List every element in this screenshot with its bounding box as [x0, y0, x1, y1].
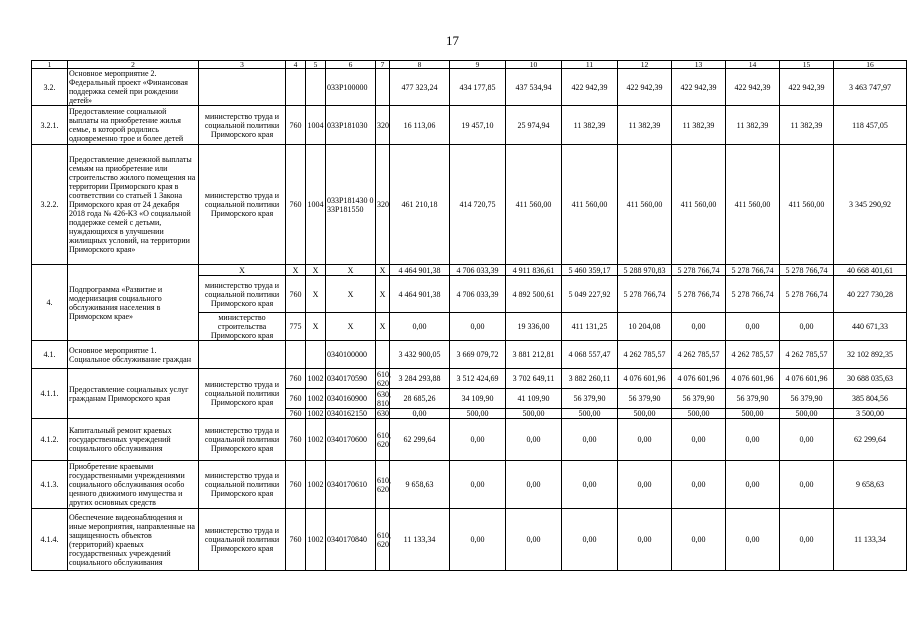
total-cell: 62 299,64 [834, 419, 907, 461]
row-number: 4. [32, 265, 68, 341]
amount-cell: 5 278 766,74 [780, 276, 834, 313]
target-code: 0340170610 [326, 461, 376, 509]
amount-cell: 0,00 [726, 313, 780, 341]
amount-cell: 56 379,90 [618, 389, 672, 409]
amount-cell: 5 278 766,74 [726, 265, 780, 276]
executor: министерство строительства Приморского края [199, 313, 286, 341]
amount-cell: 56 379,90 [780, 389, 834, 409]
amount-cell: 411 560,00 [562, 145, 618, 265]
grbs-code: 760 [286, 369, 306, 389]
amount-cell: 34 109,90 [450, 389, 506, 409]
amount-cell: 11 133,34 [390, 509, 450, 571]
activity-name: Основное мероприятие 1. Социальное обслуживание граждан [68, 341, 199, 369]
total-cell: 118 457,05 [834, 106, 907, 145]
amount-cell: 56 379,90 [672, 389, 726, 409]
col-header: 11 [562, 61, 618, 69]
target-code: 033P181430 033P181550 [326, 145, 376, 265]
activity-name: Приобретение краевыми государственными учреждениями социального обслуживания особо ценного движимого имущества и других основных средств [68, 461, 199, 509]
total-cell: 40 668 401,61 [834, 265, 907, 276]
executor: министерство труда и социальной политики Приморского края [199, 461, 286, 509]
total-cell: 440 671,33 [834, 313, 907, 341]
amount-cell: 0,00 [562, 509, 618, 571]
col-header: 14 [726, 61, 780, 69]
amount-cell: 5 278 766,74 [672, 276, 726, 313]
total-cell: 3 463 747,97 [834, 69, 907, 106]
amount-cell: 16 113,06 [390, 106, 450, 145]
amount-cell: 0,00 [562, 461, 618, 509]
total-cell: 11 133,34 [834, 509, 907, 571]
row-number: 4.1.1. [32, 369, 68, 419]
amount-cell: 0,00 [780, 313, 834, 341]
section-code: 1002 [306, 419, 326, 461]
amount-cell: 414 720,75 [450, 145, 506, 265]
amount-cell: 3 882 260,11 [562, 369, 618, 389]
amount-cell: 5 460 359,17 [562, 265, 618, 276]
page-number: 17 [446, 33, 459, 48]
col-header: 10 [506, 61, 562, 69]
section-code: 1004 [306, 145, 326, 265]
amount-cell: 0,00 [780, 509, 834, 571]
amount-cell: 5 288 970,83 [618, 265, 672, 276]
expense-type: 320 [376, 145, 390, 265]
amount-cell: 11 382,39 [780, 106, 834, 145]
target-code: 0340170590 [326, 369, 376, 389]
amount-cell: 500,00 [780, 409, 834, 419]
grbs-code: 760 [286, 389, 306, 409]
amount-cell: 500,00 [672, 409, 726, 419]
amount-cell: 11 382,39 [618, 106, 672, 145]
amount-cell: 461 210,18 [390, 145, 450, 265]
executor: министерство труда и социальной политики Приморского края [199, 276, 286, 313]
executor: X [199, 265, 286, 276]
amount-cell: 4 076 601,96 [618, 369, 672, 389]
row-number: 4.1.4. [32, 509, 68, 571]
target-code: 0340170840 [326, 509, 376, 571]
activity-name: Подпрограмма «Развитие и модернизация социального обслуживания населения в Приморском крае» [68, 265, 199, 341]
section-code: 1002 [306, 389, 326, 409]
amount-cell: 3 669 079,72 [450, 341, 506, 369]
table-row [32, 265, 907, 276]
total-cell: 32 102 892,35 [834, 341, 907, 369]
amount-cell: 411 560,00 [506, 145, 562, 265]
amount-cell: 0,00 [562, 419, 618, 461]
target-code: 0340160900 [326, 389, 376, 409]
target-code: 0340162150 [326, 409, 376, 419]
amount-cell: 9 658,63 [390, 461, 450, 509]
grbs-cell [286, 341, 306, 369]
amount-cell: 3 432 900,05 [390, 341, 450, 369]
expense-type-cell [376, 341, 390, 369]
activity-name: Предоставление денежной выплаты семьям на приобретение или строительство жилого помещения на территории Приморского края в соответствии со статьей 1 Закона Приморского края от 24 декабря 2018 года № 426-КЗ «О социальной поддержке семей с детьми, нуждающихся в улучшении жилищных условий, на территории Приморского края» [68, 145, 199, 265]
executor: министерство труда и социальной политики Приморского края [199, 419, 286, 461]
col-header: 7 [376, 61, 390, 69]
total-cell: 40 227 730,28 [834, 276, 907, 313]
amount-cell: 411 560,00 [726, 145, 780, 265]
amount-cell: 25 974,94 [506, 106, 562, 145]
col-header: 9 [450, 61, 506, 69]
expense-type: 610, 620 [377, 369, 391, 388]
target-code: 0340100000 [326, 341, 376, 369]
expense-type: 610, 620 [376, 509, 390, 571]
amount-cell: 477 323,24 [390, 69, 450, 106]
amount-cell: 5 278 766,74 [780, 265, 834, 276]
amount-cell: 0,00 [780, 461, 834, 509]
grbs-code: 760 [286, 276, 306, 313]
activity-name: Обеспечение видеонаблюдения и иные мероприятия, направленные на защищенность объектов (территорий) краевых государственных учреждений социального обслуживания [68, 509, 199, 571]
amount-cell: 4 911 836,61 [506, 265, 562, 276]
amount-cell: 4 076 601,96 [726, 369, 780, 389]
amount-cell: 434 177,85 [450, 69, 506, 106]
table-row [32, 341, 907, 369]
executor: министерство труда и социальной политики Приморского края [199, 145, 286, 265]
section-code: 1004 [306, 106, 326, 145]
row-number: 3.2.1. [32, 106, 68, 145]
amount-cell: 437 534,94 [506, 69, 562, 106]
expense-type: X [376, 313, 390, 341]
col-header: 8 [390, 61, 450, 69]
expense-type: X [376, 265, 390, 276]
section-code: 1002 [307, 409, 324, 418]
amount-cell: 500,00 [450, 409, 506, 419]
executor-cell [199, 69, 286, 106]
amount-cell: 500,00 [726, 409, 780, 419]
target-code: 033P181030 [326, 106, 376, 145]
program-finance-table [31, 60, 907, 571]
activity-name: Капитальный ремонт краевых государственных учреждений социального обслуживания [68, 419, 199, 461]
amount-cell: 4 076 601,96 [672, 369, 726, 389]
grbs-code: 760 [286, 419, 306, 461]
amount-cell: 0,00 [506, 461, 562, 509]
table-row [32, 106, 907, 145]
expense-type: 610, 620 [376, 419, 390, 461]
executor: министерство труда и социальной политики Приморского края [199, 509, 286, 571]
section-cell [306, 69, 326, 106]
amount-cell: 0,00 [672, 461, 726, 509]
amount-cell: 4 076 601,96 [780, 369, 834, 389]
col-header: 15 [780, 61, 834, 69]
target-code: 0340170600 [326, 419, 376, 461]
target-code: X [326, 276, 376, 313]
grbs-code: 760 [286, 509, 306, 571]
col-header: 13 [672, 61, 726, 69]
amount-cell: 0,00 [390, 313, 450, 341]
row-number: 3.2.2. [32, 145, 68, 265]
amount-cell: 62 299,64 [390, 419, 450, 461]
amount-cell: 4 262 785,57 [672, 341, 726, 369]
amount-cell: 5 049 227,92 [562, 276, 618, 313]
amount-cell: 0,00 [672, 419, 726, 461]
table-row [32, 145, 907, 265]
section-cell [306, 341, 326, 369]
total-cell: 9 658,63 [834, 461, 907, 509]
amount-cell: 28 685,26 [390, 389, 450, 409]
executor-cell [199, 341, 286, 369]
amount-cell: 0,00 [726, 509, 780, 571]
table-row [32, 369, 907, 389]
amount-cell: 4 262 785,57 [780, 341, 834, 369]
amount-cell: 19 336,00 [506, 313, 562, 341]
expense-type-cell [376, 69, 390, 106]
amount-cell: 0,00 [672, 509, 726, 571]
section-code: 1002 [306, 509, 326, 571]
amount-cell: 0,00 [618, 509, 672, 571]
total-cell: 385 804,56 [834, 389, 907, 409]
col-header: 6 [326, 61, 376, 69]
col-header: 2 [68, 61, 199, 69]
col-header: 16 [834, 61, 907, 69]
amount-cell: 56 379,90 [726, 389, 780, 409]
amount-cell: 4 706 033,39 [450, 265, 506, 276]
amount-cell: 422 942,39 [726, 69, 780, 106]
table-row [32, 419, 907, 461]
amount-cell: 10 204,08 [618, 313, 672, 341]
amount-cell: 0,00 [506, 419, 562, 461]
amount-cell: 5 278 766,74 [726, 276, 780, 313]
amount-cell: 411 560,00 [672, 145, 726, 265]
executor: министерство труда и социальной политики Приморского края [199, 106, 286, 145]
amount-cell: 411 131,25 [562, 313, 618, 341]
amount-cell: 0,00 [390, 409, 450, 419]
amount-cell: 3 512 424,69 [450, 369, 506, 389]
amount-cell: 500,00 [618, 409, 672, 419]
amount-cell: 4 262 785,57 [618, 341, 672, 369]
col-header: 12 [618, 61, 672, 69]
grbs-code: 760 [286, 461, 306, 509]
table-row [32, 69, 907, 106]
col-header: 3 [199, 61, 286, 69]
amount-cell: 4 464 901,38 [390, 276, 450, 313]
amount-cell: 0,00 [450, 419, 506, 461]
activity-name: Предоставление социальной выплаты на приобретение жилья семье, в которой родились одновременно трое и более детей [68, 106, 199, 145]
total-cell: 3 345 290,92 [834, 145, 907, 265]
amount-cell: 4 892 500,61 [506, 276, 562, 313]
amount-cell: 0,00 [618, 419, 672, 461]
amount-cell: 411 560,00 [618, 145, 672, 265]
col-header: 4 [286, 61, 306, 69]
activity-name: Предоставление социальных услуг гражданам Приморского края [68, 369, 199, 419]
total-cell: 30 688 035,63 [834, 369, 907, 389]
amount-cell: 0,00 [672, 313, 726, 341]
amount-cell: 500,00 [506, 409, 562, 419]
amount-cell: 41 109,90 [506, 389, 562, 409]
table-row [32, 461, 907, 509]
amount-cell: 4 068 557,47 [562, 341, 618, 369]
amount-cell: 0,00 [506, 509, 562, 571]
amount-cell: 19 457,10 [450, 106, 506, 145]
amount-cell: 3 881 212,81 [506, 341, 562, 369]
expense-type: X [376, 276, 390, 313]
expense-type: 610, 620 [376, 461, 390, 509]
amount-cell: 11 382,39 [726, 106, 780, 145]
amount-cell: 0,00 [780, 419, 834, 461]
expense-type: 630 [377, 409, 389, 418]
amount-cell: 0,00 [726, 461, 780, 509]
amount-cell: 5 278 766,74 [618, 276, 672, 313]
expense-type: 630, 810 [377, 389, 391, 408]
amount-cell: 0,00 [450, 509, 506, 571]
amount-cell: 11 382,39 [672, 106, 726, 145]
amount-cell: 0,00 [450, 313, 506, 341]
row-number: 3.2. [32, 69, 68, 106]
row-number: 4.1.3. [32, 461, 68, 509]
section-code: X [306, 265, 326, 276]
grbs-code: 760 [286, 409, 306, 419]
amount-cell: 0,00 [726, 419, 780, 461]
amount-cell: 422 942,39 [562, 69, 618, 106]
amount-cell: 0,00 [618, 461, 672, 509]
grbs-cell [286, 69, 306, 106]
row-number: 4.1.2. [32, 419, 68, 461]
amount-cell: 3 702 649,11 [506, 369, 562, 389]
expense-type: 320 [376, 106, 390, 145]
row-number: 4.1. [32, 341, 68, 369]
section-code: 1002 [306, 369, 326, 389]
activity-name: Основное мероприятие 2. Федеральный проект «Финансовая поддержка семей при рождении детей» [68, 69, 199, 106]
amount-cell: 411 560,00 [780, 145, 834, 265]
amount-cell: 56 379,90 [562, 389, 618, 409]
amount-cell: 11 382,39 [562, 106, 618, 145]
amount-cell: 422 942,39 [780, 69, 834, 106]
executor: министерство труда и социальной политики Приморского края [199, 369, 286, 419]
col-header: 1 [32, 61, 68, 69]
section-code: X [306, 313, 326, 341]
grbs-code: X [286, 265, 306, 276]
table-row [32, 509, 907, 571]
amount-cell: 0,00 [450, 461, 506, 509]
amount-cell: 4 706 033,39 [450, 276, 506, 313]
grbs-code: 760 [286, 145, 306, 265]
amount-cell: 3 284 293,88 [390, 369, 450, 389]
section-code: 1002 [306, 461, 326, 509]
col-header: 5 [306, 61, 326, 69]
column-number-row [32, 61, 907, 69]
amount-cell: 500,00 [562, 409, 618, 419]
amount-cell: 4 464 901,38 [390, 265, 450, 276]
target-code: X [326, 265, 376, 276]
target-code: 033P100000 [326, 69, 376, 106]
amount-cell: 422 942,39 [672, 69, 726, 106]
amount-cell: 422 942,39 [618, 69, 672, 106]
target-code: X [326, 313, 376, 341]
amount-cell: 5 278 766,74 [672, 265, 726, 276]
amount-cell: 4 262 785,57 [726, 341, 780, 369]
grbs-code: 760 [286, 106, 306, 145]
total-cell: 3 500,00 [834, 409, 907, 419]
section-code: X [306, 276, 326, 313]
grbs-code: 775 [286, 313, 306, 341]
